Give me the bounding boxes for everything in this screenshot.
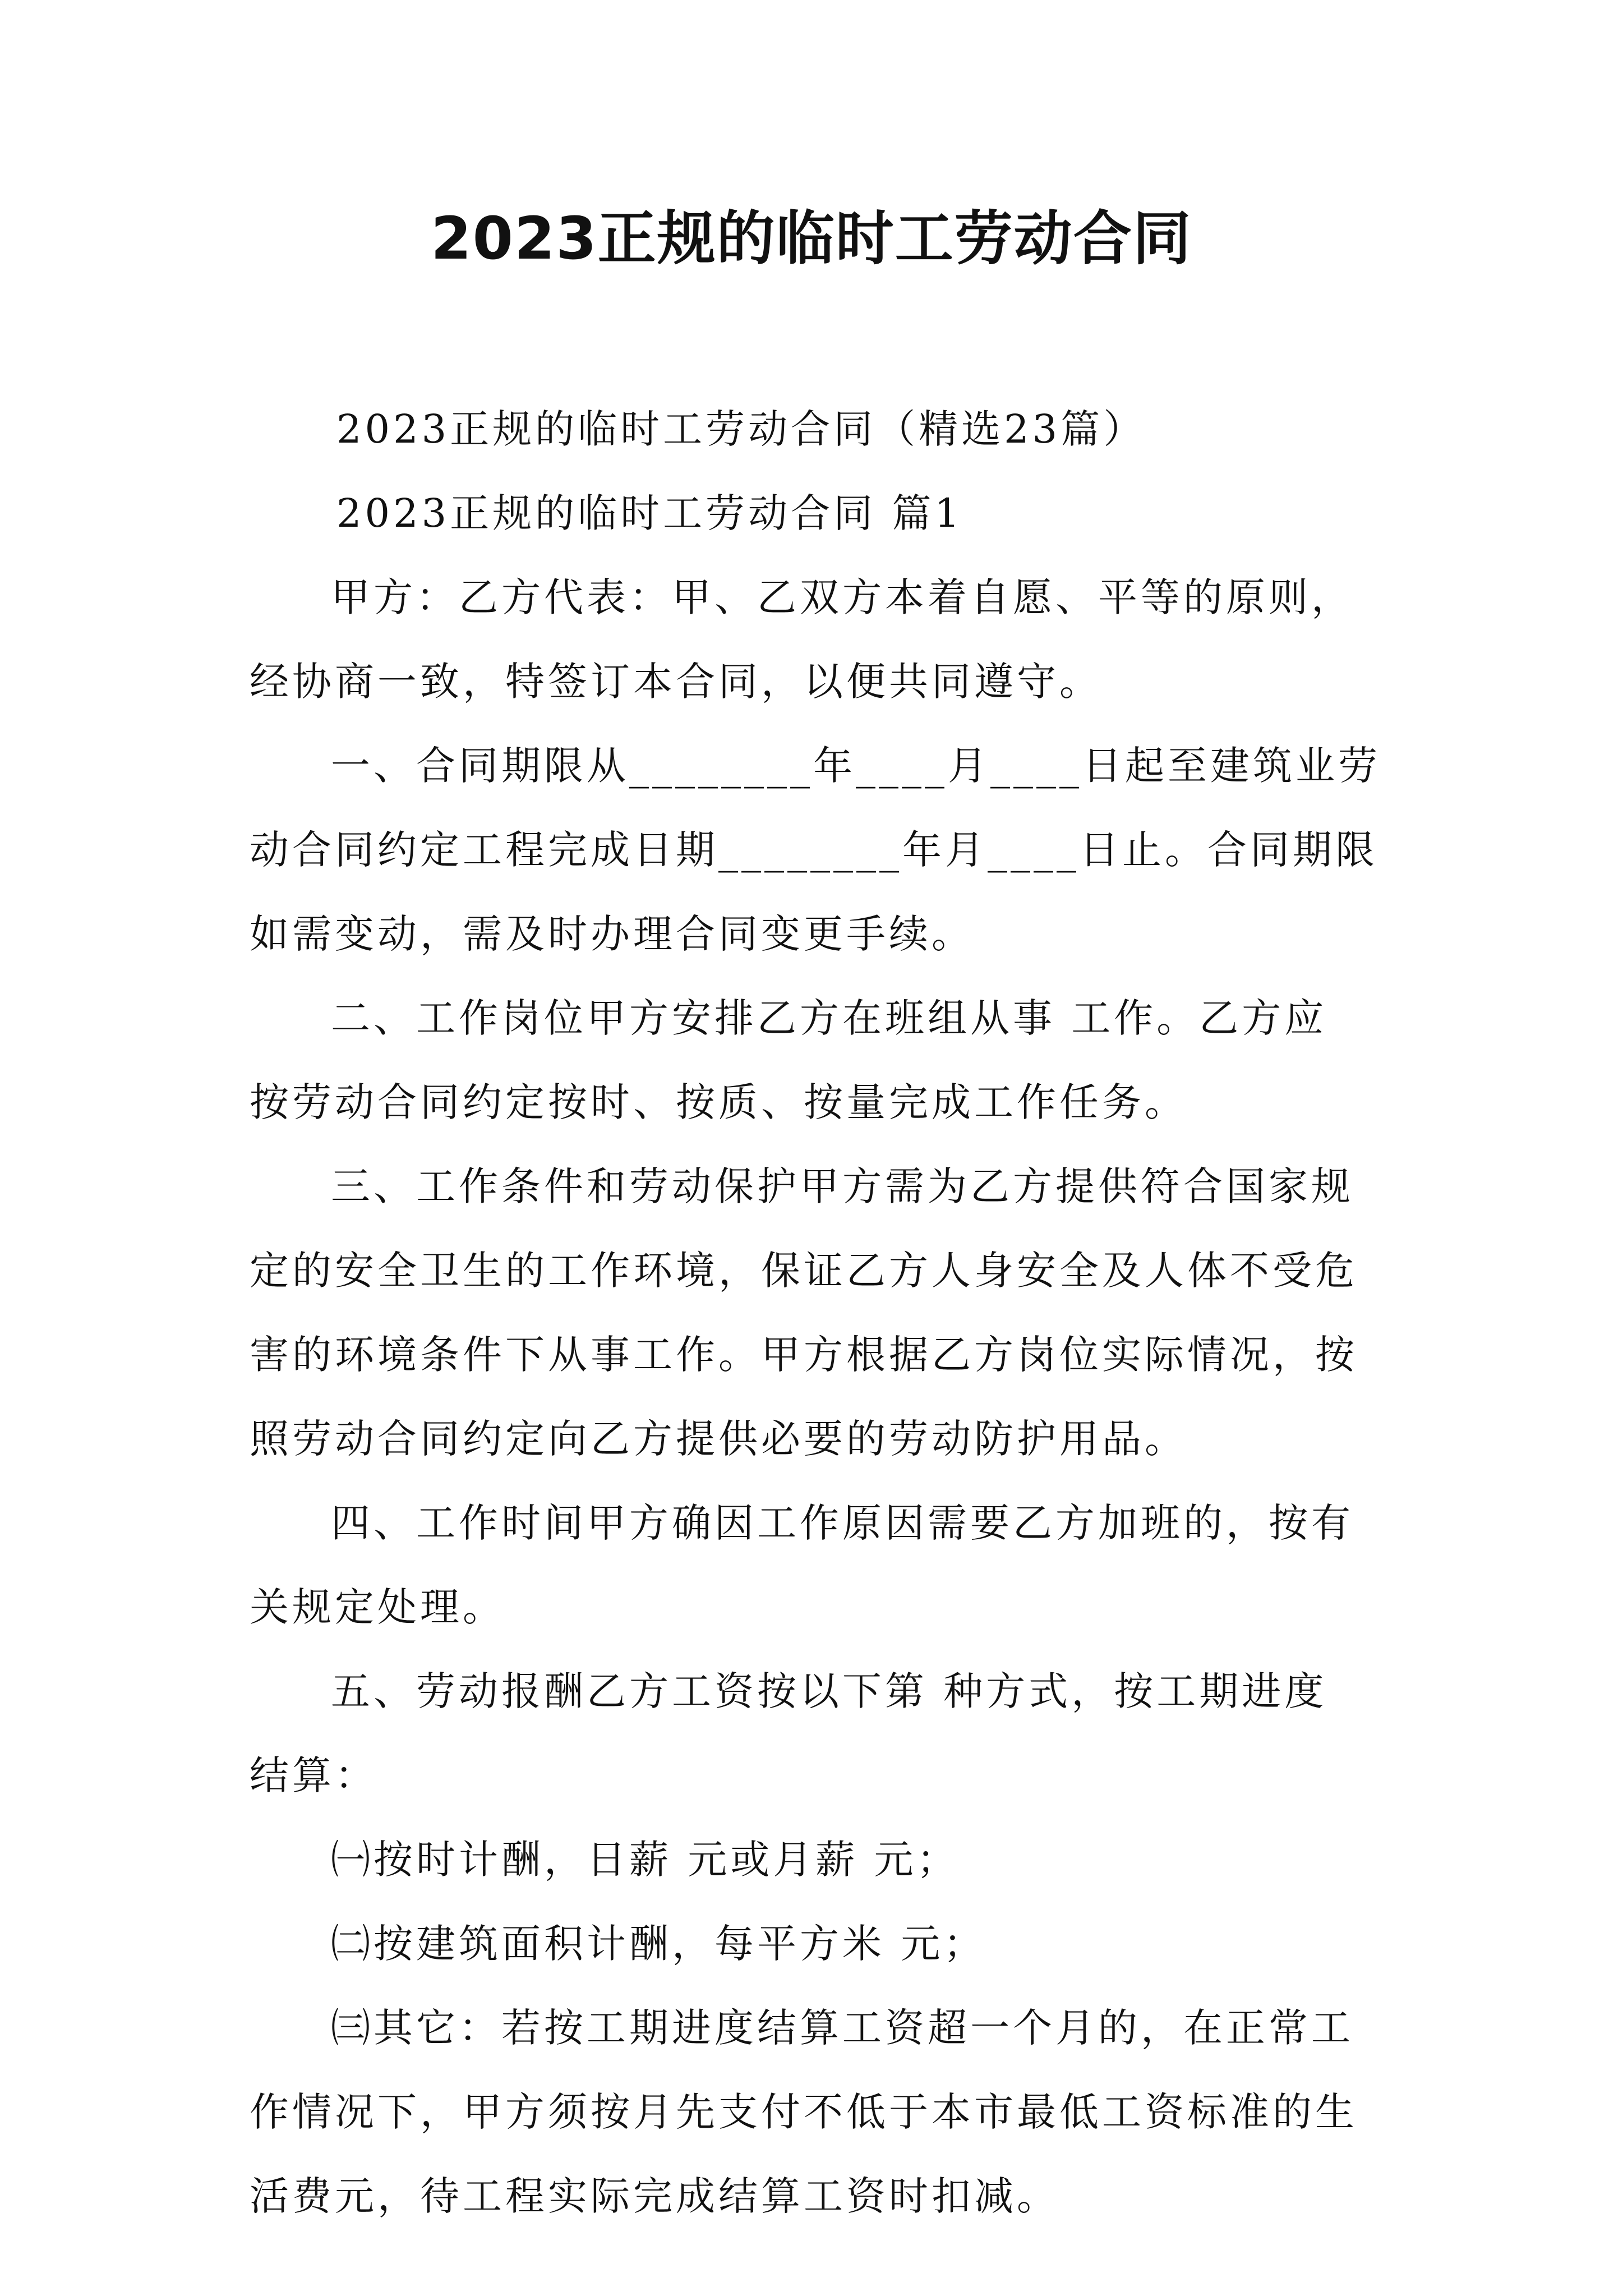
paragraph-line: 按劳动合同约定按时、按质、按量完成工作任务。 <box>250 1079 1187 1125</box>
paragraph-line: 经协商一致，特签订本合同，以便共同遵守。 <box>250 659 1102 705</box>
paragraph-line: 一、合同期限从________年____月____日起至建筑业劳 <box>331 743 1381 789</box>
section-heading: 2023正规的临时工劳动合同 篇1 <box>336 490 963 536</box>
paragraph-line: 作情况下，甲方须按月先支付不低于本市最低工资标准的生 <box>250 2089 1358 2135</box>
paragraph-line: 结算： <box>250 1752 377 1798</box>
paragraph-line: ㈢其它：若按工期进度结算工资超一个月的，在正常工 <box>331 2005 1354 2051</box>
subtitle-line: 2023正规的临时工劳动合同（精选23篇） <box>336 406 1146 452</box>
paragraph-line: 四、工作时间甲方确因工作原因需要乙方加班的，按有 <box>331 1500 1354 1546</box>
paragraph-line: 五、劳动报酬乙方工资按以下第 种方式，按工期进度 <box>331 1668 1327 1714</box>
paragraph-line: 动合同约定工程完成日期________年月____日止。合同期限 <box>250 827 1378 873</box>
paragraph-line: 活费元，待工程实际完成结算工资时扣减。 <box>250 2173 1059 2219</box>
document-body <box>250 387 1394 2238</box>
paragraph-line: 定的安全卫生的工作环境，保证乙方人身安全及人体不受危 <box>250 1248 1358 1294</box>
paragraph-line: ㈡按建筑面积计酬，每平方米 元； <box>331 1921 986 1967</box>
paragraph-line: 如需变动，需及时办理合同变更手续。 <box>250 911 974 957</box>
paragraph-line: 害的环境条件下从事工作。甲方根据乙方岗位实际情况，按 <box>250 1332 1358 1378</box>
paragraph-line: ㈠按时计酬，日薪 元或月薪 元； <box>331 1837 960 1883</box>
paragraph-line: 关规定处理。 <box>250 1584 505 1630</box>
paragraph-line: 照劳动合同约定向乙方提供必要的劳动防护用品。 <box>250 1416 1187 1462</box>
paragraph-line: 二、工作岗位甲方安排乙方在班组从事 工作。乙方应 <box>331 995 1327 1041</box>
document-title: 2023正规的临时工劳动合同 <box>431 204 1192 273</box>
paragraph-line: 三、工作条件和劳动保护甲方需为乙方提供符合国家规 <box>331 1163 1354 1209</box>
paragraph-line: 甲方：乙方代表：甲、乙双方本着自愿、平等的原则， <box>331 574 1354 620</box>
